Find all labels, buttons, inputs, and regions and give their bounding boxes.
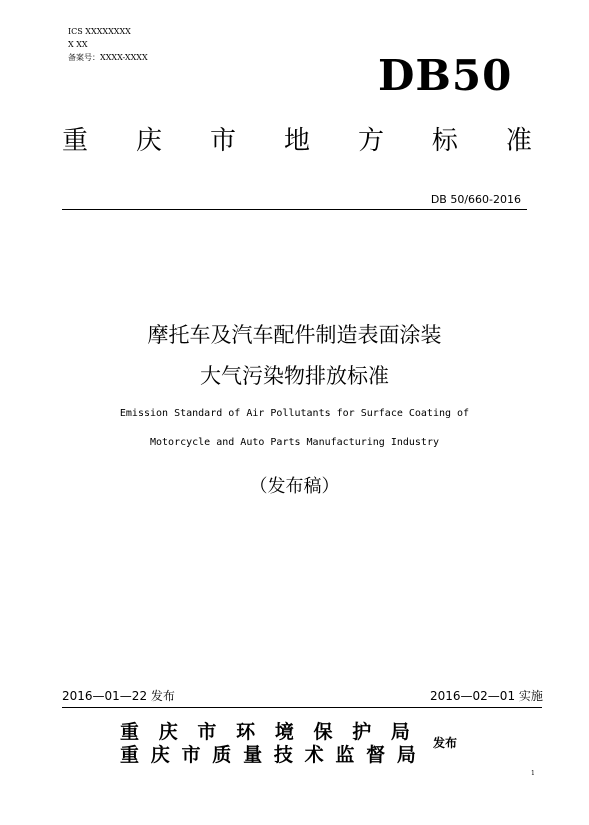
filing-number: 备案号：XXXX-XXXX [68, 53, 148, 62]
standard-title-char: 市 [209, 126, 236, 156]
issuer-1-char: 保 [313, 721, 333, 743]
standard-title-char: 庆 [135, 126, 162, 156]
issuer-1-char: 庆 [158, 721, 178, 743]
draft-status: （发布稿） [249, 476, 340, 497]
issue-label: 发布 [433, 736, 458, 750]
title-en-line1: Emission Standard of Air Pollutants for Surface Coating of [119, 408, 470, 419]
title-cn-line1: 摩托车及汽车配件制造表面涂装 [147, 323, 442, 347]
standard-title-char: 方 [357, 126, 384, 156]
issuer-2-char: 庆 [150, 744, 170, 766]
issuer-1-char: 市 [197, 721, 217, 743]
title-cn-line2: 大气污染物排放标准 [200, 364, 389, 388]
issuer-2-char: 技 [273, 744, 293, 766]
standard-title-char: 地 [283, 126, 310, 156]
page-number: 1 [531, 770, 535, 777]
issue-date: 2016—01—22 发布 [62, 689, 175, 703]
standard-title-char: 标 [431, 126, 458, 156]
issuer-quality-bureau [120, 743, 416, 767]
issuer-environment-bureau [120, 720, 410, 744]
issuer-2-char: 局 [396, 744, 416, 766]
standard-type-title [62, 124, 532, 158]
ics-code: ICS XXXXXXXX [68, 27, 131, 36]
issuer-2-char: 重 [120, 744, 140, 766]
issuer-2-char: 量 [243, 744, 263, 766]
standard-title-char: 重 [62, 126, 89, 156]
issuer-2-char: 督 [366, 744, 386, 766]
issuer-2-char: 质 [212, 744, 232, 766]
issuer-1-char: 境 [274, 721, 294, 743]
issuer-1-char: 重 [120, 721, 140, 743]
issuer-1-char: 护 [352, 721, 372, 743]
title-en-line2: Motorcycle and Auto Parts Manufacturing Industry [150, 437, 439, 448]
issuer-1-char: 局 [390, 721, 410, 743]
db50-logo: DB50 [378, 51, 513, 100]
issuer-2-char: 术 [304, 744, 324, 766]
standard-number: DB 50/660-2016 [430, 193, 521, 206]
issuer-1-char: 环 [236, 721, 256, 743]
implementation-date: 2016—02—01 实施 [430, 689, 543, 703]
footer-divider [62, 707, 542, 708]
issuer-2-char: 市 [181, 744, 201, 766]
issuer-2-char: 监 [335, 744, 355, 766]
standard-title-char: 准 [505, 126, 532, 156]
header-divider [62, 209, 527, 210]
classification-code: X XX [68, 40, 88, 49]
